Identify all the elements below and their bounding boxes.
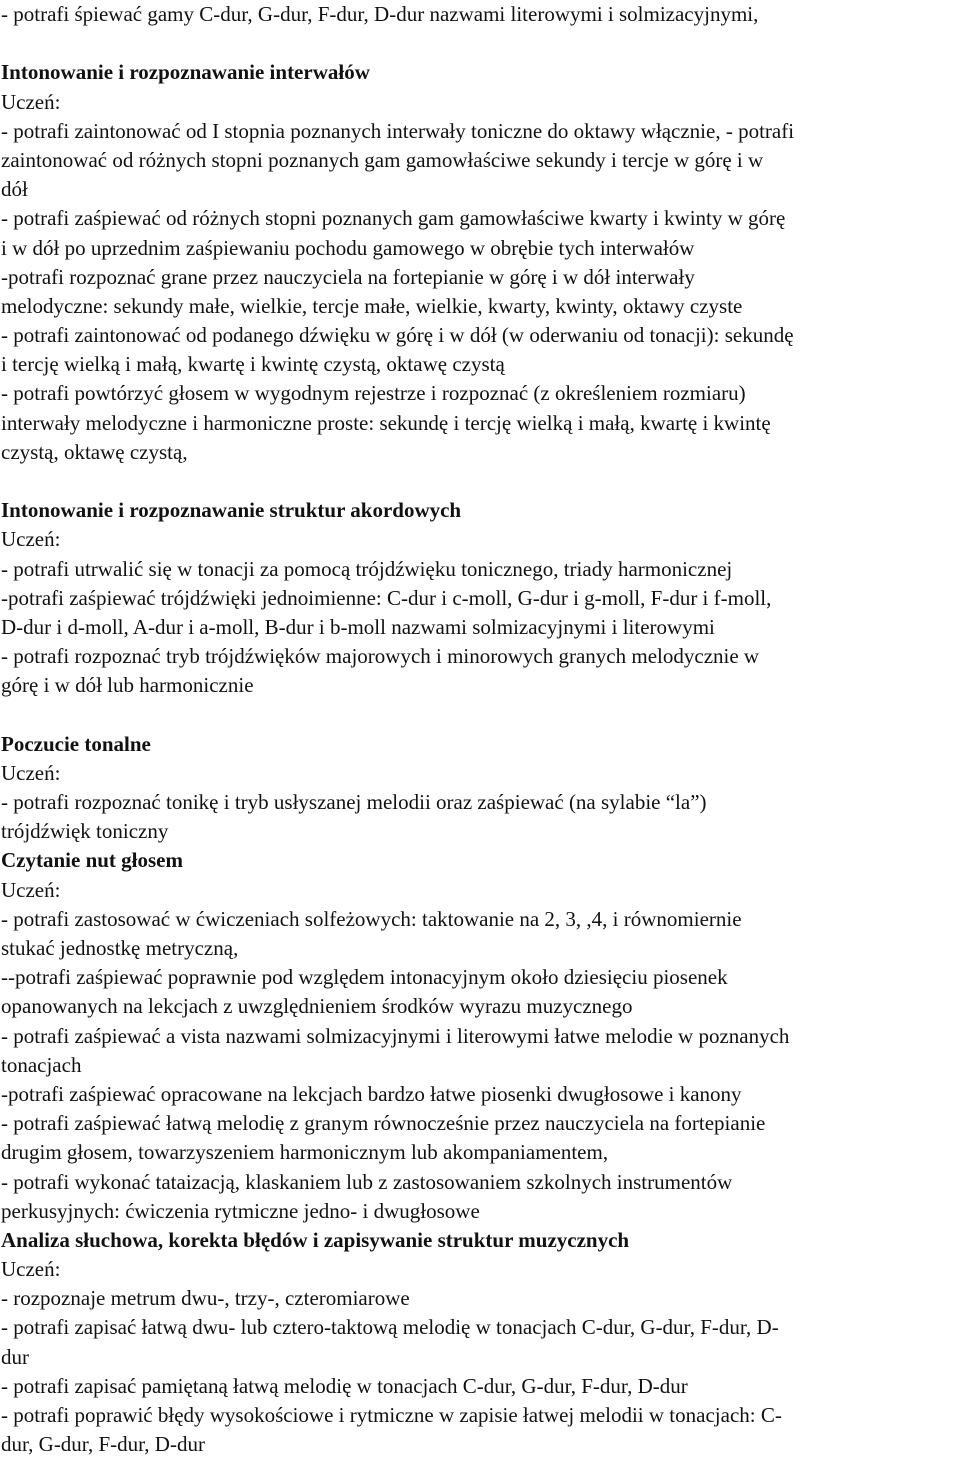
text-line: - potrafi rozpoznać tonikę i tryb usłyszanej melodii oraz zaśpiewać (na sylabie “la”)	[1, 790, 707, 815]
text-line: - potrafi rozpoznać tryb trójdźwięków majorowych i minorowych granych melodycznie w	[1, 644, 760, 669]
text-line: zaintonować od różnych stopni poznanych gam gamowłaściwe sekundy i tercje w górę i w	[1, 147, 764, 172]
text-line: -potrafi rozpoznać grane przez nauczyciela na fortepianie w górę i w dół interwały	[1, 264, 695, 289]
student-label: Uczeń:	[1, 1257, 61, 1282]
student-label: Uczeń:	[1, 760, 61, 785]
text-line: - rozpoznaje metrum dwu-, trzy-, czteromiarowe	[1, 1286, 410, 1311]
text-line: - potrafi zaintonować od podanego dźwięku w górę i w dół (w oderwaniu od tonacji): sekundę	[1, 323, 794, 348]
text-line: - potrafi utrwalić się w tonacji za pomocą trójdźwięku tonicznego, triady harmonicznej	[1, 556, 733, 581]
student-label: Uczeń:	[1, 877, 61, 902]
text-line: - potrafi zaintonować od I stopnia poznanych interwały toniczne do oktawy włącznie, - potrafi	[1, 118, 795, 143]
text-line: - potrafi zastosować w ćwiczeniach solfeżowych: taktowanie na 2, 3, ,4, i równomiernie	[1, 906, 742, 931]
text-line: - potrafi wykonać tataizacją, klaskaniem lub z zastosowaniem szkolnych instrumentów	[1, 1169, 733, 1194]
text-line: - potrafi poprawić błędy wysokościowe i rytmiczne w zapisie łatwej melodii w tonacjach: C-	[1, 1403, 782, 1427]
section-heading-intervals: Intonowanie i rozpoznawanie interwałów	[1, 60, 370, 85]
blank-line	[1, 701, 960, 730]
text-line: dół	[1, 177, 28, 202]
text-line: stukać jednostkę metryczną,	[1, 936, 239, 960]
text-line: - potrafi zaśpiewać od różnych stopni poznanych gam gamowłaściwe kwarty i kwinty w górę	[1, 206, 786, 231]
text-line: melodyczne: sekundy małe, wielkie, tercje małe, wielkie, kwarty, kwinty, oktawy czyste	[1, 293, 743, 318]
text-line: perkusyjnych: ćwiczenia rytmiczne jedno- i dwugłosowe	[1, 1198, 480, 1223]
text-line: i tercję wielką i małą, kwartę i kwintę czystą, oktawę czystą	[1, 352, 505, 377]
text-line: tonacjach	[1, 1052, 82, 1077]
text-line: górę i w dół lub harmonicznie	[1, 673, 254, 698]
section-heading-chords: Intonowanie i rozpoznawanie struktur akordowych	[1, 498, 462, 523]
section-heading-tonal-sense: Poczucie tonalne	[1, 731, 151, 756]
student-label: Uczeń:	[1, 89, 61, 114]
text-line: opanowanych na lekcjach z uwzględnieniem środków wyrazu muzycznego	[1, 994, 633, 1019]
text-line: --potrafi zaśpiewać poprawnie pod względem intonacyjnym około dziesięciu piosenek	[1, 965, 728, 990]
text-line: dur, G-dur, F-dur, D-dur	[1, 1432, 205, 1457]
text-line: czystą, oktawę czystą,	[1, 439, 188, 464]
text-line: - potrafi zaśpiewać a vista nazwami solmizacyjnymi i literowymi łatwe melodie w poznanych	[1, 1023, 790, 1048]
text-line: D-dur i d-moll, A-dur i a-moll, B-dur i b-moll nazwami solmizacyjnymi i literowymi	[1, 614, 715, 639]
section-heading-ear-analysis: Analiza słuchowa, korekta błędów i zapisywanie struktur muzycznych	[1, 1227, 630, 1252]
section-heading-sight-singing: Czytanie nut głosem	[1, 848, 183, 873]
blank-line	[1, 467, 960, 496]
text-line: -potrafi zaśpiewać opracowane na lekcjach bardzo łatwe piosenki dwugłosowe i kanony	[1, 1081, 742, 1106]
text-line: i w dół po uprzednim zaśpiewaniu pochodu gamowego w obrębie tych interwałów	[1, 235, 695, 260]
text-line: - potrafi zapisać łatwą dwu- lub cztero-taktową melodię w tonacjach C-dur, G-dur, F-dur, D-	[1, 1315, 779, 1340]
text-line: -potrafi zaśpiewać trójdźwięki jednoimienne: C-dur i c-moll, G-dur i g-moll, F-dur i f-moll,	[1, 585, 772, 610]
text-line: - potrafi zaśpiewać łatwą melodię z granym równocześnie przez nauczyciela na fortepianie	[1, 1111, 766, 1136]
text-line: trójdźwięk toniczny	[1, 819, 169, 844]
text-line: drugim głosem, towarzyszeniem harmonicznym lub akompaniamentem,	[1, 1140, 609, 1165]
text-line: - potrafi powtórzyć głosem w wygodnym rejestrze i rozpoznać (z określeniem rozmiaru)	[1, 381, 746, 406]
intro-line: - potrafi śpiewać gamy C-dur, G-dur, F-dur, D-dur nazwami literowymi i solmizacyjnymi,	[1, 2, 759, 26]
text-line: dur	[1, 1344, 29, 1369]
blank-line	[1, 29, 960, 58]
student-label: Uczeń:	[1, 527, 61, 552]
text-line: interwały melodyczne i harmoniczne proste: sekundę i tercję wielką i małą, kwartę i kwintę	[1, 410, 771, 435]
text-line: - potrafi zapisać pamiętaną łatwą melodię w tonacjach C-dur, G-dur, F-dur, D-dur	[1, 1373, 688, 1398]
